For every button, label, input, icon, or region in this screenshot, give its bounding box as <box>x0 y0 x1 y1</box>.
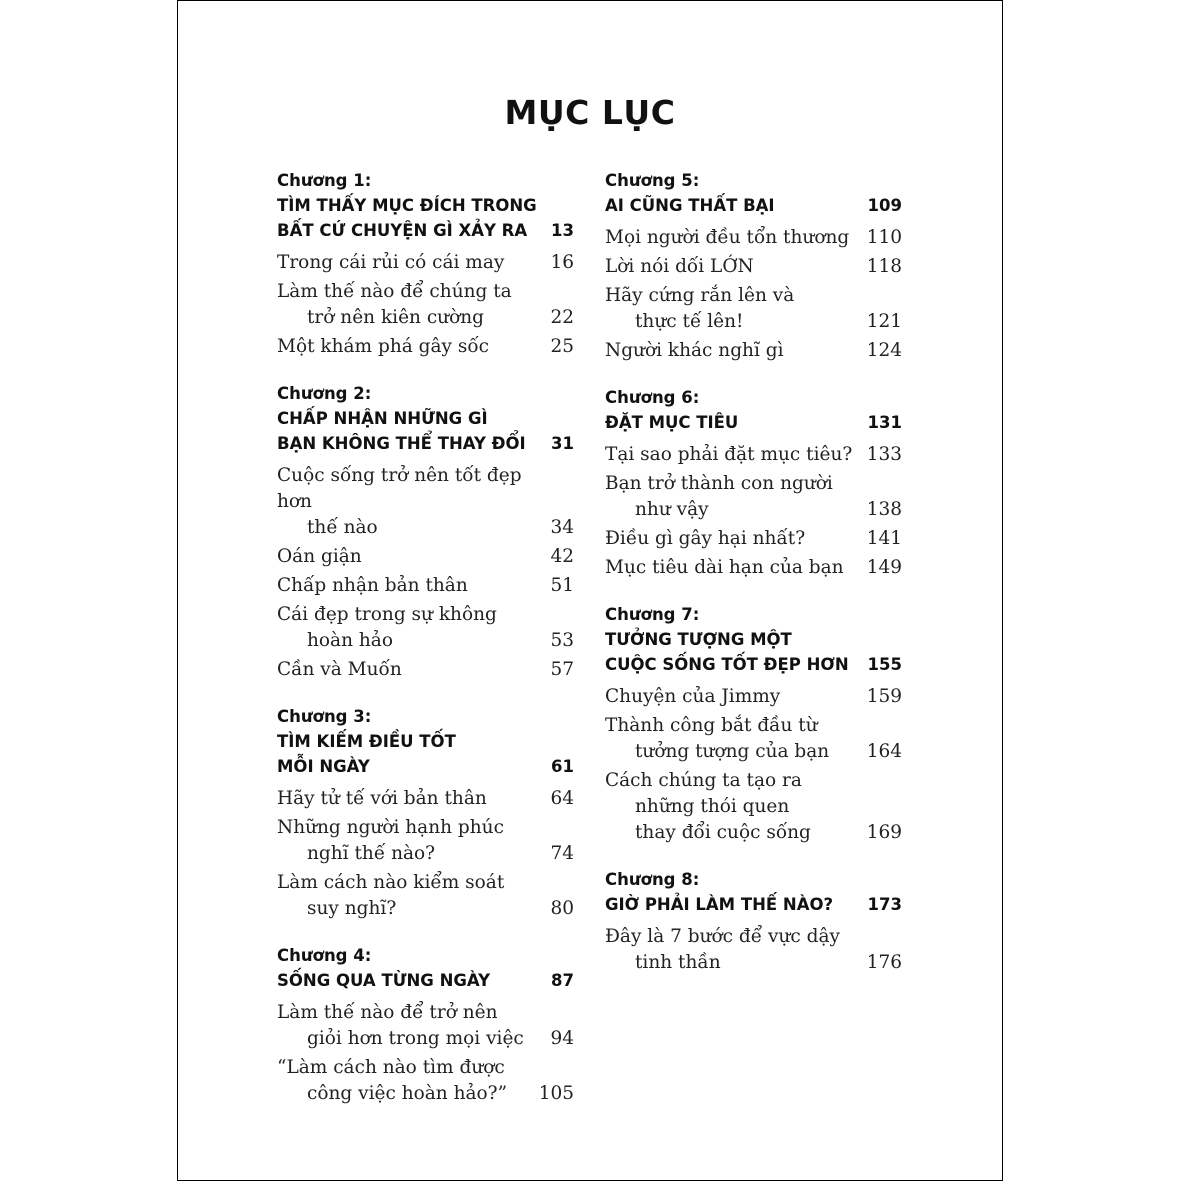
toc-page <box>177 0 1003 1181</box>
chapter-title-row <box>605 892 902 917</box>
toc-chapter <box>277 704 574 922</box>
entry-title <box>277 544 362 570</box>
entry-title-line: Hãy cứng rắn lên và <box>605 285 795 306</box>
entry-page-number: 25 <box>550 336 574 357</box>
toc-chapter <box>605 602 902 846</box>
entry-title-continuation: hoàn hảo <box>307 630 393 651</box>
entry-title-continuation: tưởng tượng của bạn <box>635 741 830 762</box>
entry-title-continuation: tinh thần <box>635 952 721 973</box>
toc-entry <box>605 555 902 581</box>
entry-title-line: Điều gì gây hại nhất? <box>605 528 806 549</box>
chapter-title: SỐNG QUA TỪNG NGÀY <box>277 971 491 990</box>
chapter-page-number: 131 <box>867 413 902 432</box>
entry-title-line: Cần và Muốn <box>277 659 402 680</box>
chapter-label: Chương 7: <box>605 605 700 624</box>
entry-title <box>605 924 840 976</box>
chapter-title: CHẤP NHẬN NHỮNG GÌ BẠN KHÔNG THỂ THAY ĐỔI <box>277 409 526 453</box>
entry-title-line: Oán giận <box>277 546 362 567</box>
entry-page-number: 42 <box>550 546 574 567</box>
entry-title <box>277 815 504 867</box>
toc-chapter <box>277 168 574 360</box>
toc-entry <box>605 338 902 364</box>
entry-page-number: 138 <box>866 499 902 520</box>
entry-title <box>277 1055 507 1107</box>
chapter-entries <box>605 684 902 846</box>
entry-title <box>277 334 489 360</box>
toc-entry <box>605 471 902 523</box>
entry-title-line: Trong cái rủi có cái may <box>277 252 505 273</box>
entry-page-number: 57 <box>550 659 574 680</box>
entry-title-line: Thành công bắt đầu từ <box>605 715 818 736</box>
entry-title-continuation: trở nên kiên cường <box>307 307 484 328</box>
entry-title-line: Làm thế nào để chúng ta <box>277 281 512 302</box>
chapter-title: TƯỞNG TƯỢNG MỘT CUỘC SỐNG TỐT ĐẸP HƠN <box>605 630 849 674</box>
entry-page-number: 149 <box>866 557 902 578</box>
toc-entry <box>277 1055 574 1107</box>
chapter-title: ĐẶT MỤC TIÊU <box>605 413 739 432</box>
toc-entry <box>605 924 902 976</box>
entry-title-continuation: thế nào <box>307 517 378 538</box>
toc-entry <box>277 463 574 541</box>
entry-title-line: Hãy tử tế với bản thân <box>277 788 487 809</box>
entry-page-number: 164 <box>866 741 902 762</box>
entry-page-number: 22 <box>550 307 574 328</box>
toc-entry <box>605 684 902 710</box>
entry-title <box>605 442 852 468</box>
toc-entry <box>605 713 902 765</box>
entry-title <box>277 786 487 812</box>
entry-title-line: Cái đẹp trong sự không <box>277 604 497 625</box>
entry-page-number: 176 <box>866 952 902 973</box>
chapter-label: Chương 5: <box>605 171 700 190</box>
entry-title-continuation: thay đổi cuộc sống <box>635 822 811 843</box>
toc-entry <box>277 279 574 331</box>
chapter-page-number: 173 <box>867 895 902 914</box>
toc-entry <box>605 254 902 280</box>
entry-title-continuation: giỏi hơn trong mọi việc <box>307 1028 524 1049</box>
toc-entry <box>277 815 574 867</box>
toc-chapter <box>277 943 574 1107</box>
chapter-page-number: 31 <box>551 434 574 453</box>
chapter-title-row <box>277 193 574 243</box>
toc-chapter <box>605 867 902 976</box>
entry-page-number: 169 <box>866 822 902 843</box>
entry-title <box>605 338 784 364</box>
entry-title-continuation: nghĩ thế nào? <box>307 843 436 864</box>
entry-title <box>277 250 504 276</box>
chapter-page-number: 13 <box>551 221 574 240</box>
toc-chapter <box>605 385 902 581</box>
entry-title-line: Lời nói dối LỚN <box>605 256 754 277</box>
entry-title-line: “Làm cách nào tìm được <box>277 1057 505 1078</box>
entry-page-number: 64 <box>550 788 574 809</box>
entry-title-line: Bạn trở thành con người <box>605 473 833 494</box>
toc-entry <box>277 602 574 654</box>
entry-title <box>277 657 402 683</box>
chapter-title-row <box>277 406 574 456</box>
toc-column-right <box>605 168 902 997</box>
toc-entry <box>277 786 574 812</box>
chapter-page-number: 87 <box>551 971 574 990</box>
toc-entry <box>277 657 574 683</box>
entry-title <box>277 573 468 599</box>
toc-entry <box>277 250 574 276</box>
entry-title-continuation: những thói quen <box>635 796 790 817</box>
entry-title <box>277 602 497 654</box>
entry-page-number: 105 <box>538 1083 574 1104</box>
entry-page-number: 80 <box>550 898 574 919</box>
chapter-label: Chương 8: <box>605 870 700 889</box>
chapter-label: Chương 2: <box>277 384 372 403</box>
chapter-label: Chương 6: <box>605 388 700 407</box>
entry-title <box>605 471 833 523</box>
entry-page-number: 16 <box>550 252 574 273</box>
chapter-entries <box>277 1000 574 1107</box>
chapter-title: TÌM KIẾM ĐIỀU TỐT MỖI NGÀY <box>277 732 456 776</box>
entry-page-number: 34 <box>550 517 574 538</box>
chapter-title: TÌM THẤY MỤC ĐÍCH TRONG BẤT CỨ CHUYỆN GÌ XẢY RA <box>277 196 537 240</box>
chapter-entries <box>277 250 574 360</box>
entry-title-line: Chuyện của Jimmy <box>605 686 781 707</box>
entry-title-line: Tại sao phải đặt mục tiêu? <box>605 444 853 465</box>
entry-title-line: Mục tiêu dài hạn của bạn <box>605 557 844 578</box>
entry-title <box>605 283 794 335</box>
entry-page-number: 133 <box>866 444 902 465</box>
toc-column-left <box>277 168 574 1128</box>
entry-page-number: 110 <box>866 227 902 248</box>
entry-page-number: 51 <box>550 575 574 596</box>
entry-title-line: Làm thế nào để trở nên <box>277 1002 498 1023</box>
entry-page-number: 141 <box>866 528 902 549</box>
entry-title-line: Người khác nghĩ gì <box>605 340 784 361</box>
chapter-entries <box>605 225 902 364</box>
entry-title-line: Mọi người đều tổn thương <box>605 227 850 248</box>
entry-title-line: Làm cách nào kiểm soát <box>277 872 505 893</box>
chapter-page-number: 61 <box>551 757 574 776</box>
toc-entry <box>277 334 574 360</box>
entry-page-number: 121 <box>866 311 902 332</box>
entry-title-continuation: như vậy <box>635 499 709 520</box>
entry-page-number: 53 <box>550 630 574 651</box>
entry-title-continuation: suy nghĩ? <box>307 898 397 919</box>
entry-page-number: 94 <box>550 1028 574 1049</box>
entry-title <box>605 225 849 251</box>
page-title: MỤC LỤC <box>504 93 676 132</box>
entry-title-line: Cuộc sống trở nên tốt đẹp hơn <box>277 465 522 512</box>
toc-entry <box>605 768 902 846</box>
entry-title <box>277 1000 524 1052</box>
entry-page-number: 74 <box>550 843 574 864</box>
chapter-entries <box>277 463 574 683</box>
toc-entry <box>605 283 902 335</box>
entry-title <box>605 555 844 581</box>
entry-title <box>277 463 542 541</box>
chapter-title-row <box>605 410 902 435</box>
entry-page-number: 159 <box>866 686 902 707</box>
chapter-title-row <box>605 193 902 218</box>
toc-chapter <box>605 168 902 364</box>
entry-title-line: Cách chúng ta tạo ra <box>605 770 802 791</box>
chapter-label: Chương 4: <box>277 946 372 965</box>
chapter-entries <box>605 442 902 581</box>
chapter-title: AI CŨNG THẤT BẠI <box>605 196 775 215</box>
toc-entry <box>605 526 902 552</box>
entry-title-continuation: thực tế lên! <box>635 311 744 332</box>
entry-title-line: Những người hạnh phúc <box>277 817 504 838</box>
chapter-page-number: 109 <box>867 196 902 215</box>
toc-chapter <box>277 381 574 683</box>
entry-title-line: Một khám phá gây sốc <box>277 336 490 357</box>
chapter-title-row <box>605 627 902 677</box>
toc-entry <box>277 544 574 570</box>
entry-title <box>605 768 811 846</box>
toc-entry <box>277 573 574 599</box>
toc-entry <box>605 442 902 468</box>
entry-title-continuation: công việc hoàn hảo?” <box>307 1083 508 1104</box>
entry-title <box>605 684 780 710</box>
chapter-title: GIỜ PHẢI LÀM THẾ NÀO? <box>605 895 834 914</box>
entry-page-number: 118 <box>866 256 902 277</box>
chapter-page-number: 155 <box>867 655 902 674</box>
chapter-title-row <box>277 968 574 993</box>
chapter-label: Chương 3: <box>277 707 372 726</box>
chapter-entries <box>277 786 574 922</box>
chapter-label: Chương 1: <box>277 171 372 190</box>
entry-title <box>277 279 512 331</box>
toc-entry <box>277 870 574 922</box>
chapter-title-row <box>277 729 574 779</box>
entry-title <box>605 526 805 552</box>
toc-entry <box>605 225 902 251</box>
entry-title-line: Đây là 7 bước để vực dậy <box>605 926 840 947</box>
entry-title-line: Chấp nhận bản thân <box>277 575 468 596</box>
entry-title <box>605 254 754 280</box>
entry-title <box>277 870 504 922</box>
entry-page-number: 124 <box>866 340 902 361</box>
toc-entry <box>277 1000 574 1052</box>
entry-title <box>605 713 829 765</box>
chapter-entries <box>605 924 902 976</box>
